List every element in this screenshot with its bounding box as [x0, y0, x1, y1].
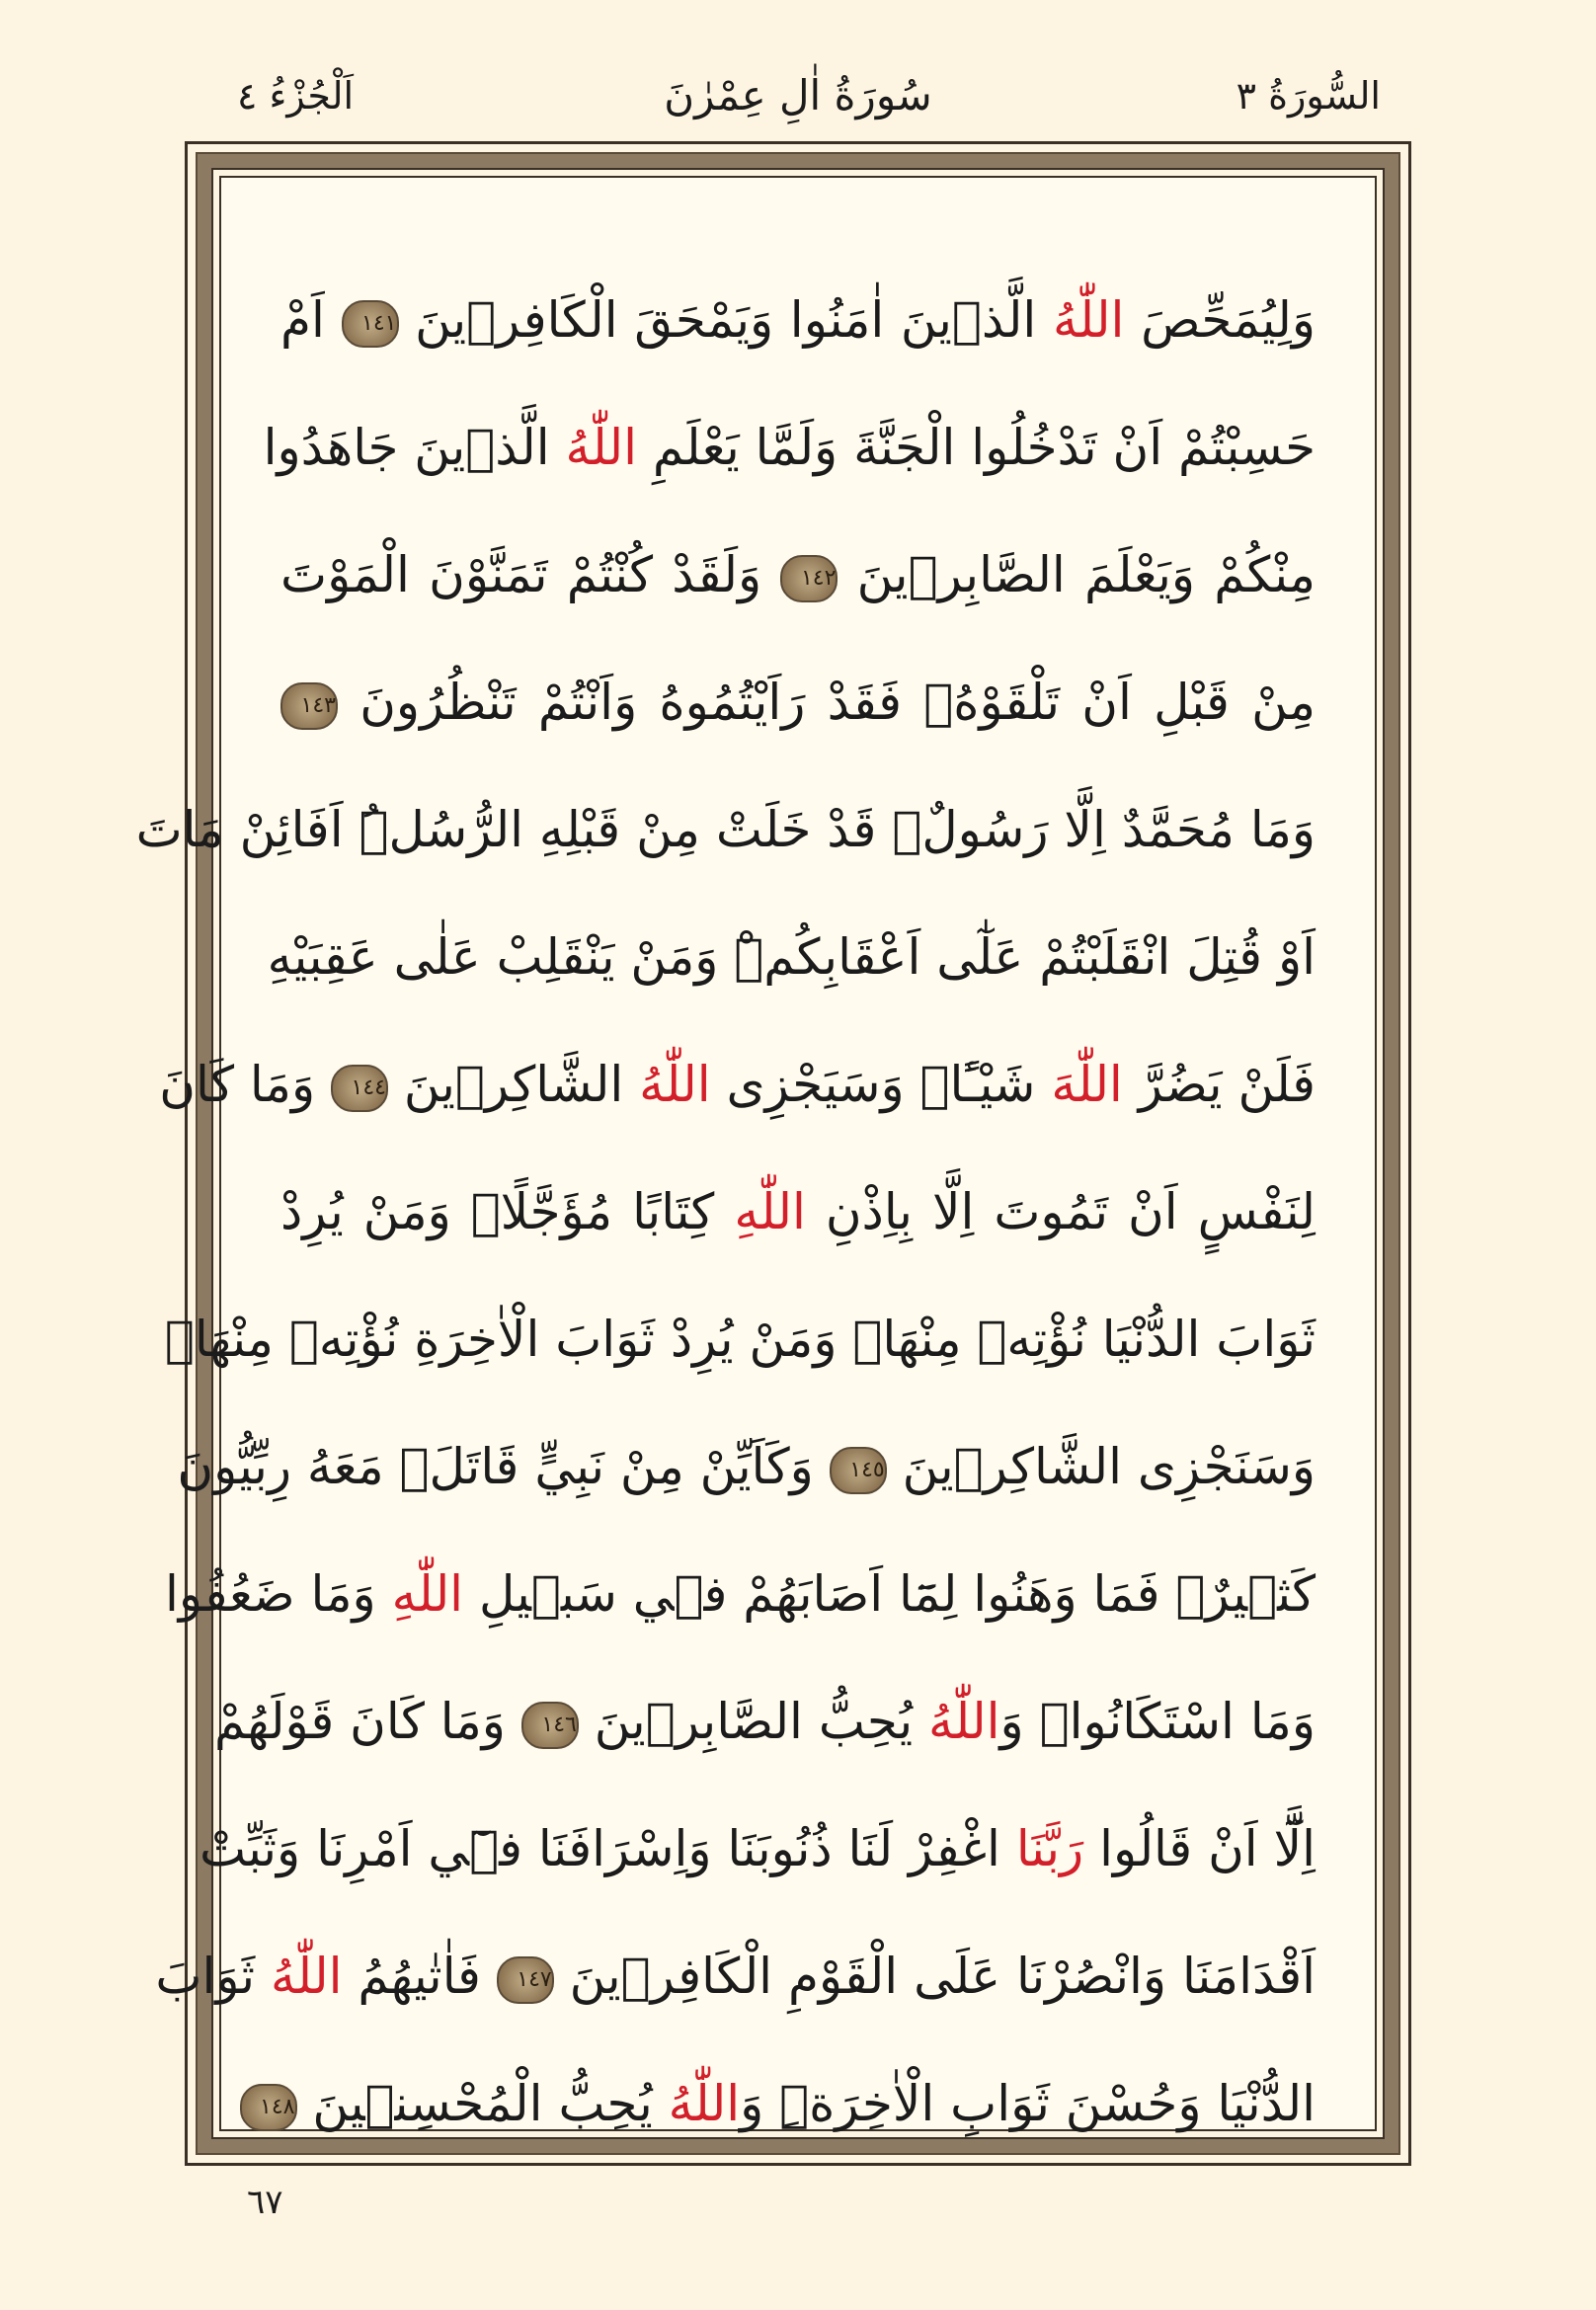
text-line [280, 257, 1316, 384]
verse-text: وَمَا اسْتَكَانُواۜ وَ [999, 1693, 1316, 1750]
divine-name-word: اللّٰهَ [1051, 1056, 1123, 1113]
ayah-number-marker: ١٤٢ [780, 555, 838, 602]
verse-text: اَقْدَامَنَا وَانْصُرْنَا عَلَى الْقَوْمِ الْكَافِرٖينَ [553, 1948, 1316, 2005]
text-line [164, 1276, 1316, 1403]
juz-label: اَلْجُزْءُ ٤ [237, 74, 355, 118]
divine-name-word: اللّٰهُ [639, 1056, 711, 1113]
text-line [263, 384, 1316, 512]
ayah-number-marker: ١٤٦ [521, 1702, 579, 1749]
divine-name-word: رَبَّنَا [1015, 1820, 1084, 1877]
divine-name-word: اللّٰهُ [565, 419, 638, 476]
verse-text: لِنَفْسٍ اَنْ تَمُوتَ اِلَّا بِاِذْنِ [805, 1183, 1317, 1240]
verse-text: وَكَاَيِّنْ مِنْ نَبِيٍّ قَاتَلَۙ مَعَهُ رِبِّيُّونَ [177, 1438, 830, 1495]
verse-text: شَيْـًٔاۜ وَسَيَجْزِى [710, 1056, 1052, 1113]
page-frame [135, 141, 1411, 2166]
ayah-number-marker: ١٤٣ [280, 682, 338, 730]
verse-text: الَّذٖينَ اٰمَنُوا وَيَمْحَقَ الْكَافِرٖينَ [398, 291, 1053, 349]
text-line [213, 1658, 1316, 1786]
surah-number-label: السُّورَةُ ٣ [1236, 74, 1381, 118]
text-line [280, 639, 1316, 766]
frame-inner-border [135, 168, 1385, 2139]
text-line [280, 512, 1316, 639]
text-line [165, 1531, 1316, 1658]
verse-text: ثَوَابَ [155, 1948, 271, 2005]
verse-text: فَلَنْ يَضُرَّ [1122, 1056, 1316, 1113]
verse-text: وَمَا كَانَ قَوْلَهُمْ [213, 1693, 521, 1750]
verse-text: الشَّاكِرٖينَ [388, 1056, 640, 1113]
verse-text: وَمَا مُحَمَّدٌ اِلَّا رَسُولٌۚ قَدْ خَلَتْ مِنْ قَبْلِهِ الرُّسُلُۜ اَفَائِنْ مَاتَ [135, 801, 1316, 858]
text-line [155, 1913, 1316, 2040]
verse-text: وَلَقَدْ كُنْتُمْ تَمَنَّوْنَ الْمَوْتَ [280, 546, 781, 603]
verse-text: فَاٰتٰيهُمُ [342, 1948, 497, 2005]
quran-text-body [135, 257, 1317, 2168]
text-panel [135, 176, 1377, 2132]
verse-text: اِلَّٓا اَنْ قَالُوا [1083, 1820, 1316, 1877]
divine-name-word: اللّٰهُ [928, 1693, 1000, 1750]
text-line [267, 894, 1316, 1021]
verse-text: وَسَنَجْزِى الشَّاكِرٖينَ [886, 1438, 1316, 1495]
frame-decorative-band [135, 152, 1400, 2155]
verse-text: كَثٖيرٌۚ فَمَا وَهَنُوا لِمَٓا اَصَابَهُمْ فٖي سَبٖيلِ [463, 1565, 1316, 1623]
verse-text: الدُّنْيَا وَحُسْنَ ثَوَابِ الْاٰخِرَةِۜ وَ [740, 2075, 1316, 2132]
ayah-number-marker: ١٤٧ [497, 1956, 554, 2004]
verse-text: وَلِيُمَحِّصَ [1124, 291, 1316, 349]
text-line [199, 1786, 1316, 1913]
verse-text: الَّذٖينَ جَاهَدُوا [263, 419, 566, 476]
verse-text: ثَوَابَ الدُّنْيَا نُؤْتِهٖ مِنْهَاۚ وَمَنْ يُرِدْ ثَوَابَ الْاٰخِرَةِ نُؤْتِهٖ مِنْهَاۜ [164, 1311, 1316, 1368]
ayah-number-marker: ١٤٤ [331, 1065, 388, 1112]
text-line [260, 2040, 1316, 2168]
text-line [135, 766, 1316, 894]
divine-name-word: اللّٰهُ [1052, 291, 1125, 349]
verse-text: مِنْ قَبْلِ اَنْ تَلْقَوْهُۖ فَقَدْ رَاَيْتُمُوهُ وَاَنْتُمْ تَنْظُرُونَ [338, 674, 1316, 731]
divine-name-word: اللّٰهِ [391, 1565, 464, 1623]
surah-name-title: سُورَةُ اٰلِ عِمْرٰنَ [664, 71, 932, 119]
verse-text: يُحِبُّ الْمُحْسِنٖينَ [296, 2075, 669, 2132]
verse-text: اَوْ قُتِلَ انْقَلَبْتُمْ عَلٰٓى اَعْقَابِكُمْۜ وَمَنْ يَنْقَلِبْ عَلٰى عَقِبَيْهِ [267, 928, 1316, 986]
verse-text: اَمْ [280, 291, 342, 349]
ayah-number-marker: ١٤٨ [240, 2084, 297, 2131]
text-line [280, 1149, 1316, 1276]
text-line [177, 1403, 1316, 1531]
text-line [159, 1021, 1316, 1149]
verse-text: اغْفِرْ لَنَا ذُنُوبَنَا وَاِسْرَافَنَا فٖٓي اَمْرِنَا وَثَبِّتْ [199, 1820, 1016, 1877]
verse-text: يُحِبُّ الصَّابِرٖينَ [578, 1693, 929, 1750]
verse-text: مِنْكُمْ وَيَعْلَمَ الصَّابِرٖينَ [838, 546, 1316, 603]
verse-text: وَمَا ضَعُفُوا [165, 1565, 392, 1623]
verse-text: وَمَا كَانَ [159, 1056, 331, 1113]
verse-text: كِتَابًا مُؤَجَّلًاۜ وَمَنْ يُرِدْ [280, 1183, 735, 1240]
divine-name-word: اللّٰهُ [668, 2075, 741, 2132]
ayah-number-marker: ١٤٥ [830, 1447, 887, 1494]
ayah-number-marker: ١٤١ [342, 300, 399, 348]
page-header [0, 0, 1596, 138]
divine-name-word: اللّٰهِ [734, 1183, 806, 1240]
page-number: ٦٧ [247, 2183, 283, 2222]
verse-text: حَسِبْتُمْ اَنْ تَدْخُلُوا الْجَنَّةَ وَلَمَّا يَعْلَمِ [637, 419, 1316, 476]
divine-name-word: اللّٰهُ [270, 1948, 343, 2005]
